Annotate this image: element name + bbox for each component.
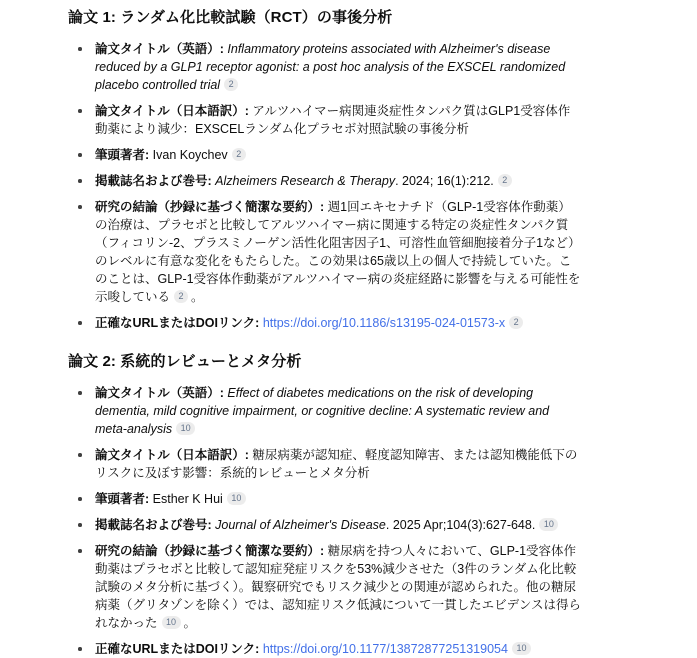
journal-issue: . 2024; 16(1):212. (395, 174, 494, 188)
author-name: Esther K Hui (152, 492, 223, 506)
item-label: 掲載誌名および巻号: (95, 518, 216, 532)
paper-title-ja-item (95, 102, 582, 138)
paper-section-1 (68, 7, 582, 332)
bullet-icon (78, 647, 82, 651)
first-author-item (95, 490, 582, 508)
section-heading: 論文 1: ランダム化比較試験（RCT）の事後分析 (68, 9, 393, 26)
bullet-icon (78, 47, 82, 51)
doi-link[interactable]: https://doi.org/10.1177/13872877251319054 (262, 642, 508, 656)
sentence-end: 。 (183, 616, 197, 630)
paper-title-en-item (95, 40, 582, 94)
journal-name: Journal of Alzheimer's Disease (215, 518, 386, 532)
paper-section-2 (68, 351, 582, 658)
first-author-item (95, 146, 582, 164)
item-label: 正確なURLまたはDOIリンク: (95, 642, 263, 656)
citation-badge[interactable]: 2 (232, 148, 246, 161)
bullet-icon (78, 153, 82, 157)
bullet-icon (78, 391, 82, 395)
item-label: 正確なURLまたはDOIリンク: (95, 316, 263, 330)
item-label: 論文タイトル（英語）: (95, 386, 228, 400)
item-label: 論文タイトル（日本語訳）: (95, 448, 253, 462)
bullet-icon (78, 549, 82, 553)
citation-badge[interactable]: 10 (162, 616, 181, 629)
citation-badge[interactable]: 10 (176, 422, 195, 435)
bullet-icon (78, 179, 82, 183)
journal-item (95, 172, 582, 190)
paper-title-english: Effect of diabetes medications on the risk of developing dementia, mild cognitive impairment, or cognitive decline: A systematic review and meta-analysis (95, 386, 550, 436)
item-label: 論文タイトル（英語）: (95, 42, 228, 56)
item-label: 論文タイトル（日本語訳）: (95, 104, 253, 118)
paper-title-japanese: アルツハイマー病関連炎症性タンパク質はGLP1受容体作動薬により減少：EXSCELランダム化プラセボ対照試験の事後分析 (95, 104, 571, 136)
item-label: 筆頭著者: (95, 492, 153, 506)
citation-badge[interactable]: 10 (512, 642, 531, 655)
paper-title-english: Inflammatory proteins associated with Alzheimer's disease reduced by a GLP1 receptor agonist: a post hoc analysis of the EXSCEL randomized placebo controlled trial (95, 42, 566, 92)
bullet-icon (78, 497, 82, 501)
paper-title-japanese: 糖尿病薬が認知症、軽度認知障害、または認知機能低下のリスクに及ぼす影響：系統的レビューとメタ分析 (95, 448, 578, 480)
paper-title-en-item (95, 384, 582, 438)
citation-badge[interactable]: 10 (227, 492, 246, 505)
author-name: Ivan Koychev (152, 148, 228, 162)
section-heading: 論文 2: 系統的レビューとメタ分析 (68, 353, 302, 370)
citation-badge[interactable]: 2 (498, 174, 512, 187)
bullet-icon (78, 205, 82, 209)
conclusion-text: 糖尿病を持つ人々において、GLP-1受容体作動薬はプラセボと比較して認知症発症リスクを53%減少させた（3件のランダム化比較試験のメタ分析に基づく）。観察研究でもリスク減少との関連が認められた。他の糖尿病薬（グリタゾンを除く）では、認知症リスク低減について一貫したエビデンスは得られなかった (95, 544, 582, 630)
bullet-icon (78, 321, 82, 325)
doi-link-item (95, 314, 582, 332)
doi-link-item (95, 640, 582, 658)
bullet-icon (78, 453, 82, 457)
journal-item (95, 516, 582, 534)
citation-badge[interactable]: 2 (224, 78, 238, 91)
citation-badge[interactable]: 2 (509, 316, 523, 329)
citation-badge[interactable]: 2 (174, 290, 188, 303)
paper-title-ja-item (95, 446, 582, 482)
item-label: 筆頭著者: (95, 148, 153, 162)
citation-badge[interactable]: 10 (539, 518, 558, 531)
bullet-icon (78, 523, 82, 527)
paper-detail-list (68, 40, 582, 332)
conclusion-item (95, 198, 582, 306)
sentence-end: 。 (191, 290, 204, 304)
item-label: 研究の結論（抄録に基づく簡潔な要約）: (95, 200, 328, 214)
item-label: 掲載誌名および巻号: (95, 174, 216, 188)
conclusion-item (95, 542, 582, 632)
doi-link[interactable]: https://doi.org/10.1186/s13195-024-01573-x (262, 316, 506, 330)
journal-name: Alzheimers Research & Therapy (215, 174, 396, 188)
paper-detail-list (68, 384, 582, 658)
journal-issue: . 2025 Apr;104(3):627-648. (385, 518, 536, 532)
item-label: 研究の結論（抄録に基づく簡潔な要約）: (95, 544, 328, 558)
bullet-icon (78, 109, 82, 113)
conclusion-text: 週1回エキセナチド（GLP-1受容体作動薬）の治療は、プラセボと比較してアルツハイマー病に関連する特定の炎症性タンパク質（フィコリン-2、プラスミノーゲン活性化阻害因子1、可溶性血管細胞接着分子1など）のレベルに有意な変化をもたらした。この効果は65歳以上の個人で持続していた。このことは、GLP-1受容体作動薬がアルツハイマー病の炎症経路に影響を与える可能性を示唆している (95, 200, 581, 304)
